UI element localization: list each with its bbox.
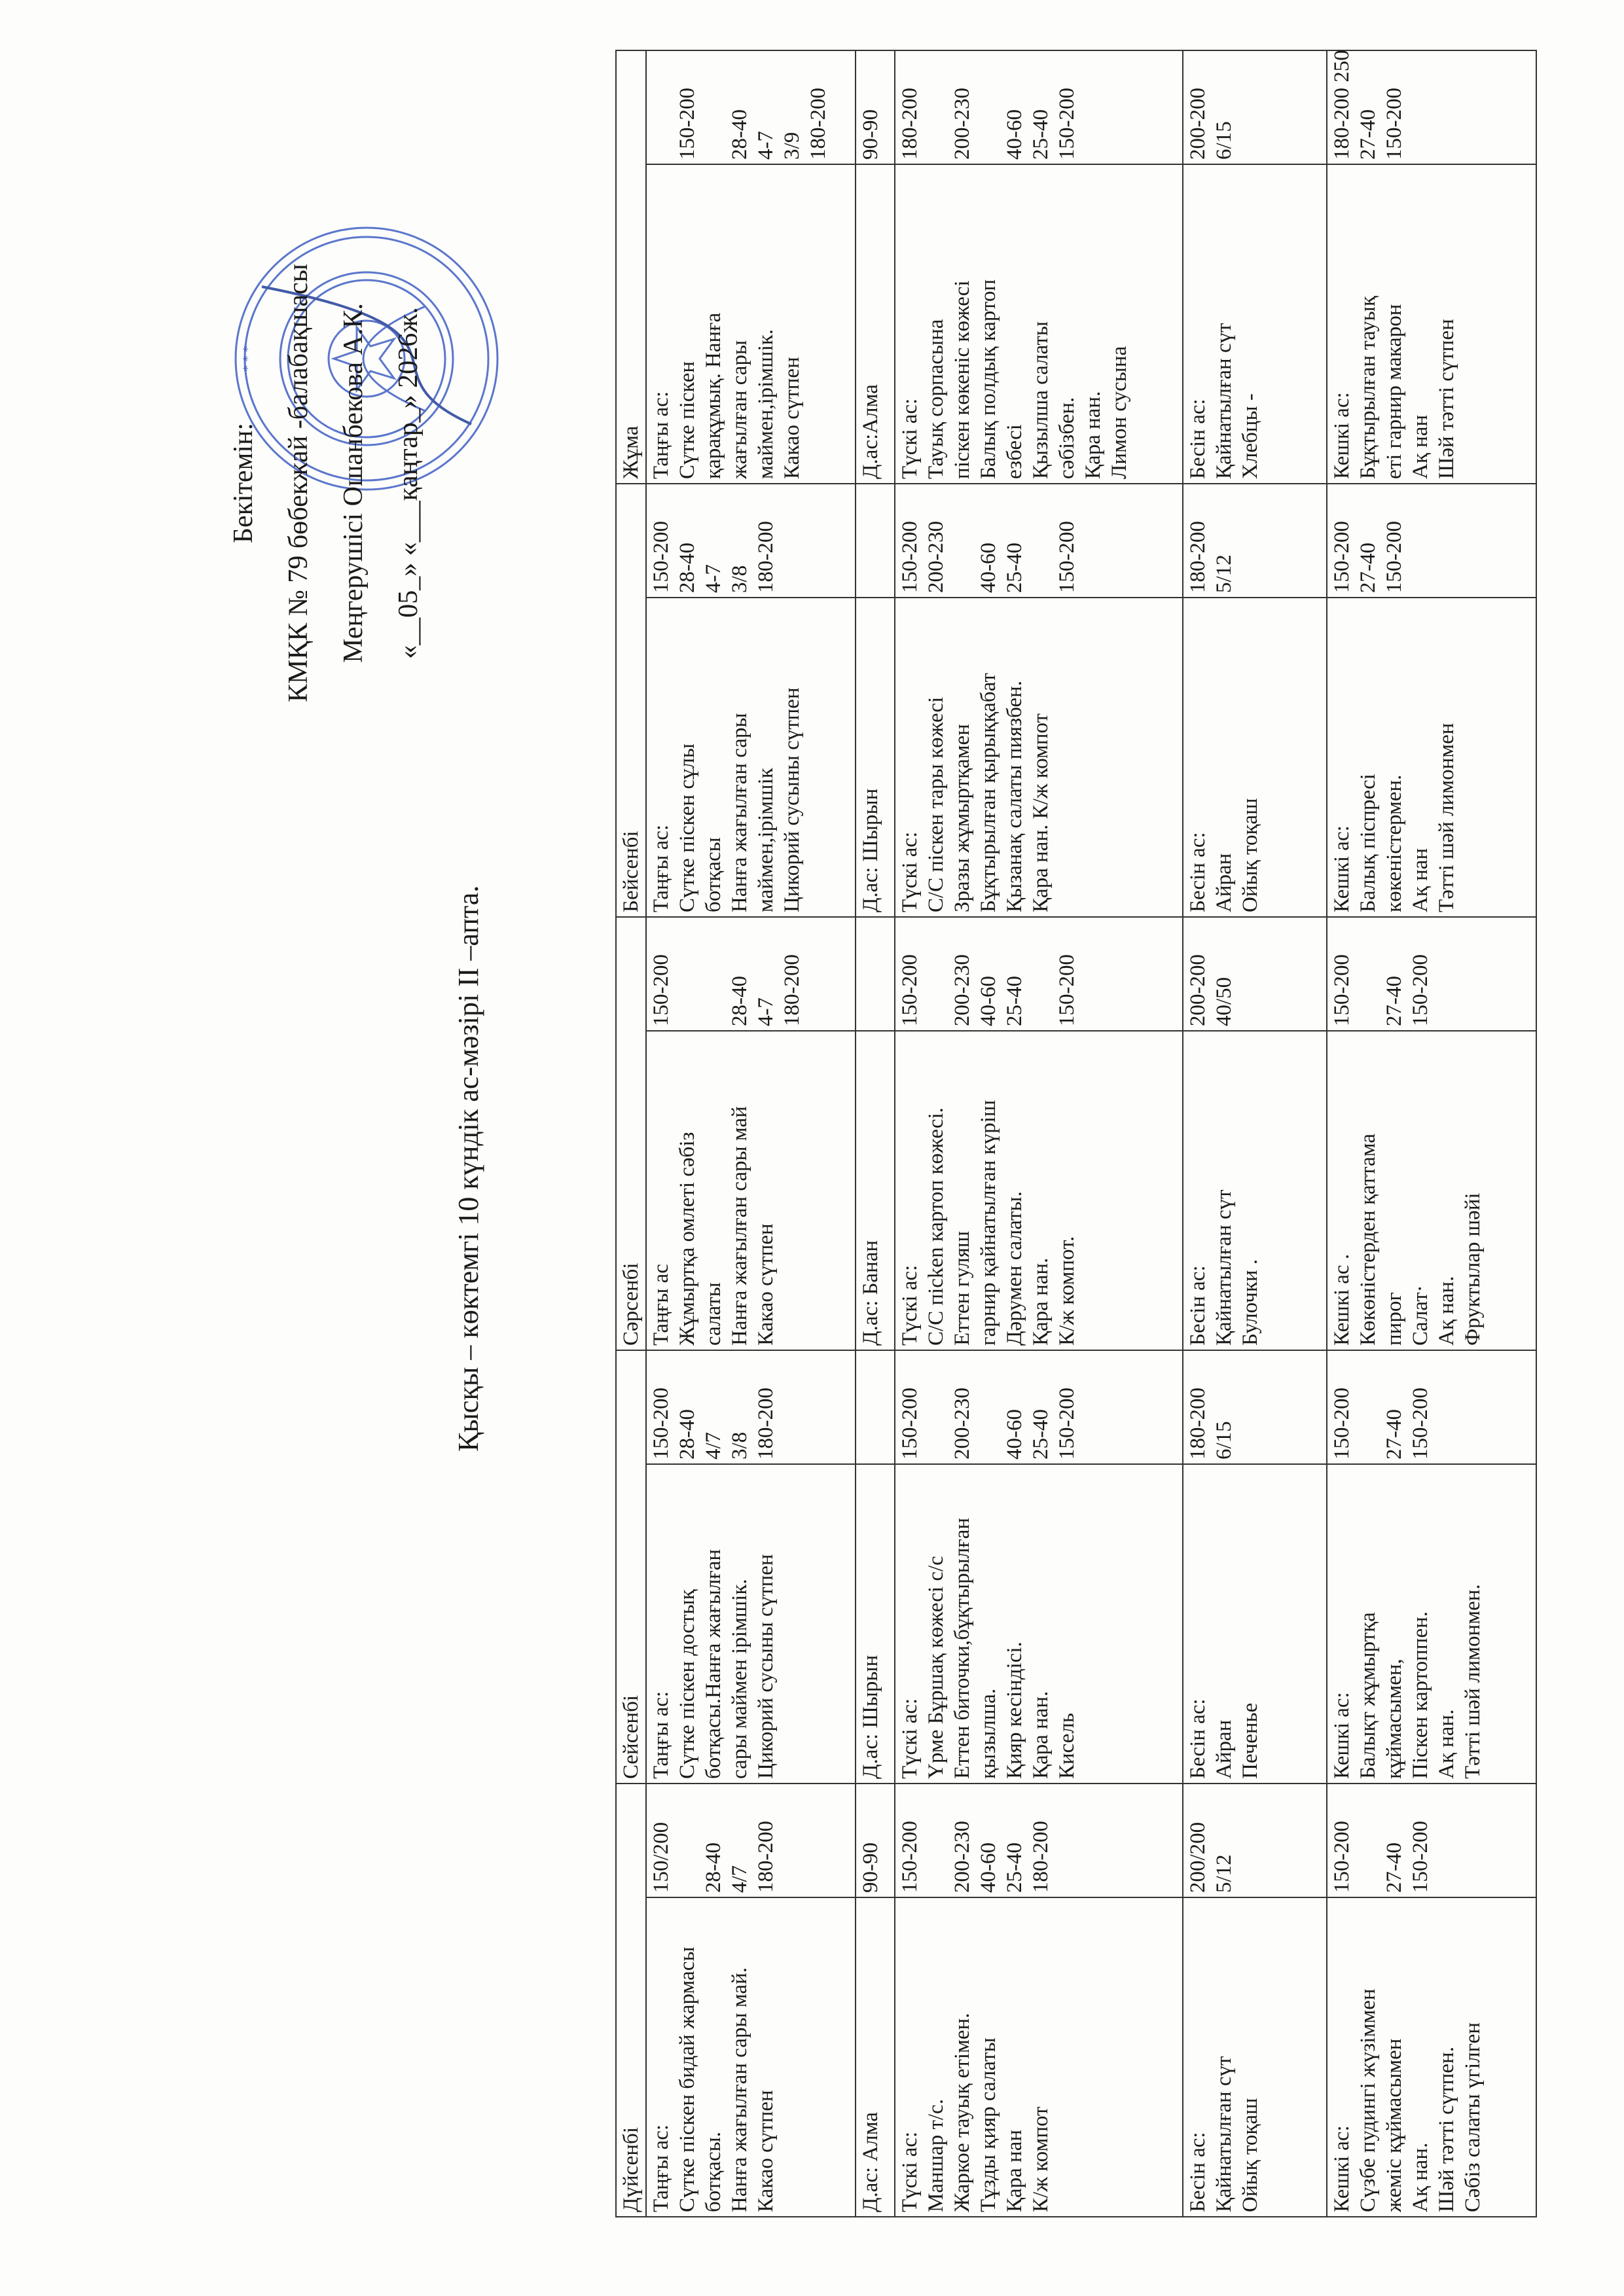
dish-line: Бесін ас: — [1186, 1265, 1210, 1346]
dish-cell — [1327, 1897, 1536, 2217]
approval-head: Меңгерушісі Ошанбекова А.К. — [338, 303, 369, 663]
portion-value — [700, 922, 727, 1026]
dish-line: Таңғы ас: — [649, 391, 673, 479]
portion-value: 40-60 — [977, 542, 1000, 593]
portion-value: 200-230 — [950, 1821, 974, 1893]
dish-line: Бесін ас: — [1186, 1698, 1210, 1779]
dish-line: Д.ас:Алма — [859, 384, 882, 479]
portion-value: 40/50 — [1212, 977, 1236, 1026]
portion-cell — [856, 1350, 895, 1464]
day-header: Сейсенбі — [616, 1350, 646, 1784]
dish-cell — [646, 1031, 856, 1350]
dish-line: қарақұмық. Нанға — [702, 312, 725, 479]
portion-value: 200-230 — [950, 954, 974, 1026]
portion-value: 150-200 — [649, 520, 673, 593]
dish-line: Сүтке піскен — [676, 361, 699, 479]
portion-value — [923, 1788, 949, 1893]
dish-line: Нанға жағылған сары — [728, 713, 751, 912]
dish-cell — [856, 164, 895, 484]
portion-value — [1355, 1355, 1381, 1460]
portion-value: 150-200 — [898, 1821, 922, 1893]
portion-value: 28-40 — [728, 975, 751, 1026]
dish-line: Кешкі ас . — [1330, 1253, 1354, 1346]
portion-cell — [646, 1784, 856, 1897]
portion-value: 150-200 — [1055, 954, 1079, 1026]
dish-line: көкеністермен. — [1382, 774, 1406, 912]
portion-value — [674, 922, 700, 1026]
portion-cell — [1327, 917, 1536, 1031]
dish-line: Балық пoлдық картоп — [977, 279, 1000, 479]
dish-cell — [1327, 164, 1536, 484]
dish-line: Тәтті шәй лимонмен — [1435, 723, 1458, 912]
meal-row — [1183, 50, 1327, 2217]
dish-line: Маншар т/с. — [924, 2099, 948, 2212]
portion-value: 28-40 — [676, 542, 699, 593]
portion-cell — [1183, 917, 1327, 1031]
approval-block — [216, 215, 436, 751]
portion-value: 6/15 — [1212, 121, 1236, 160]
dish-line: К/ж компот. — [1055, 1236, 1079, 1346]
portion-value: 150-200 — [649, 1388, 673, 1460]
dish-line: Фруктылар шәйі — [1461, 1193, 1485, 1346]
dish-line: Кешкі ас: — [1330, 392, 1354, 479]
portion-value — [857, 922, 884, 1026]
dish-cell — [895, 164, 1183, 484]
portion-value: 27-40 — [1382, 1409, 1406, 1460]
dish-line: Түскі ас: — [898, 1265, 922, 1346]
dish-line: маймен,ірімшік. — [754, 329, 778, 479]
portion-value: 180-200 — [898, 87, 922, 160]
portion-value: 40-60 — [1003, 109, 1026, 160]
portion-value: 5/12 — [1212, 554, 1236, 593]
portion-value: 180-200 — [1186, 1388, 1210, 1460]
dish-line: жеміс құймасымен — [1382, 2038, 1406, 2212]
dish-line: Жаркое тауық етімен. — [950, 2013, 974, 2212]
dish-line: Какао сүтпен — [754, 1223, 778, 1346]
portion-cell — [1327, 484, 1536, 598]
portion-value: 6/15 — [1212, 1421, 1236, 1460]
portion-value: 200-230 — [950, 1388, 974, 1460]
dish-line: маймен,ірімшік — [754, 768, 778, 912]
dish-line: Қара нан. — [1029, 1691, 1053, 1779]
dish-line: Цикорий сусыны сүтпен — [780, 687, 804, 912]
portion-cell — [895, 484, 1183, 598]
dish-line: құймасымен, — [1382, 1659, 1406, 1779]
dish-line: Ақ нан. — [1435, 1276, 1458, 1346]
portion-cell — [856, 1784, 895, 1897]
portion-cell — [1327, 1784, 1536, 1897]
portion-value: 40-60 — [977, 1842, 1000, 1893]
portion-value: 3/8 — [728, 1431, 751, 1460]
dish-line: Сүзбе пудингі жүзіммен — [1356, 1988, 1380, 2212]
portion-value: 150-200 — [1382, 87, 1406, 160]
portion-cell — [646, 484, 856, 598]
dish-line: Нанға жағылған сары май — [728, 1106, 751, 1346]
dish-line: Нанға жағылған сары май. — [728, 1967, 751, 2212]
dish-line: Қайнатылған сүт — [1212, 323, 1236, 479]
portion-value: 200-200 — [1186, 87, 1210, 160]
portion-cell — [895, 50, 1183, 164]
dish-line: К/ж компот — [1029, 2106, 1053, 2212]
portion-value: 4/7 — [728, 1865, 751, 1893]
portion-cell — [895, 1784, 1183, 1897]
portion-value: 150-200 — [1330, 520, 1354, 593]
portion-value: 180-200 — [754, 520, 778, 593]
dish-line: Какао сүтпен — [754, 2090, 778, 2212]
dish-cell — [895, 1897, 1183, 2217]
approval-org: КМҚК № 79 бөбекжай -балабақшасы — [283, 263, 314, 703]
dish-line: ботқасы. — [702, 2131, 725, 2212]
portion-cell — [1183, 50, 1327, 164]
dish-line: Таңғы ас: — [649, 1691, 673, 1779]
dish-line: Ойық тоқаш — [1238, 2098, 1262, 2212]
portion-cell — [856, 50, 895, 164]
portion-value: 150-200 — [1330, 1388, 1354, 1460]
dish-line: ботқасы.Нанға жағылған — [702, 1549, 725, 1779]
dish-line: С/С піскен тары көжесі — [924, 696, 948, 912]
dish-line: езбесі — [1003, 424, 1026, 479]
portion-value: 25-40 — [1003, 1842, 1026, 1893]
dish-line: пирог — [1382, 1292, 1406, 1346]
portion-value — [923, 922, 949, 1026]
portion-value: 28-40 — [702, 1842, 725, 1893]
portion-value: 180-200 — [780, 954, 804, 1026]
dish-line: Какао сүтпен — [780, 357, 804, 479]
dish-line: Булочки . — [1238, 1259, 1262, 1346]
dish-line: Тұзды қияр салаты — [977, 2037, 1000, 2212]
dish-line: Салат· — [1409, 1285, 1432, 1346]
portion-value: 40-60 — [977, 975, 1000, 1026]
dish-line: Жұмыртқа омлеті сәбіз — [676, 1132, 699, 1346]
day-header: Сәрсенбі — [616, 917, 646, 1350]
dish-line: Қызылша салаты — [1029, 321, 1053, 479]
dish-line: Түскі ас: — [898, 2131, 922, 2212]
dish-line: жағылған сары — [728, 340, 751, 479]
dish-line: Дәрумен салаты. — [1003, 1191, 1026, 1346]
dish-line: Хлебцы - — [1238, 393, 1262, 479]
portion-value: 25-40 — [1029, 1409, 1053, 1460]
dish-line: Қара нан. К/ж компот — [1029, 713, 1053, 912]
portion-value — [674, 1788, 700, 1893]
dish-line: Үрме Бұршақ көжесі с/с — [924, 1556, 948, 1779]
dish-cell — [1183, 1464, 1327, 1784]
approval-date: «__05_» «___қаңтар_» 2026ж. — [393, 307, 424, 659]
portion-value — [923, 1355, 949, 1460]
dish-line: Кисель — [1055, 1713, 1079, 1779]
portion-value — [700, 55, 727, 160]
dish-line: С/С пісken картоп көжесі. — [924, 1107, 948, 1346]
portion-value: 28-40 — [728, 109, 751, 160]
portion-value: 25-40 — [1029, 109, 1053, 160]
meal-row — [895, 50, 1183, 2217]
day-header: Жұма — [616, 50, 646, 484]
portion-value: 150-200 — [1409, 1388, 1432, 1460]
dish-cell — [1327, 1464, 1536, 1784]
dish-line: Айран — [1212, 853, 1236, 912]
dish-line: қызылша. — [977, 1688, 1000, 1779]
portion-value: 150-200 — [1409, 1821, 1432, 1893]
portion-cell — [1183, 1784, 1327, 1897]
meal-row — [646, 50, 856, 2217]
dish-line: Ақ нан — [1409, 848, 1432, 912]
header-row — [616, 50, 646, 2217]
portion-value: 5/12 — [1212, 1854, 1236, 1893]
portion-value: 150-200 — [676, 87, 699, 160]
portion-cell — [1183, 484, 1327, 598]
portion-value: 150-200 — [1330, 1821, 1354, 1893]
dish-line: Кешкі ас: — [1330, 1692, 1354, 1779]
dish-line: Д.ас: Алма — [859, 2111, 882, 2212]
portion-value: 27-40 — [1356, 109, 1380, 160]
dish-line: Бұқтырылған тауық — [1356, 296, 1380, 479]
dish-cell — [1327, 598, 1536, 917]
portion-value: 150-200 — [1382, 520, 1406, 593]
portion-value: 4-7 — [754, 997, 778, 1026]
approval-label: Бекітемін: — [228, 422, 259, 544]
dish-line: Қияр кесіндісі. — [1003, 1641, 1026, 1779]
dish-line: Қызанақ салаты пиязбен. — [1003, 680, 1026, 912]
dish-line: Зразы жұмыртқамен — [950, 724, 974, 912]
portion-value: 150-200 — [898, 954, 922, 1026]
dish-line: Ақ нан — [1409, 414, 1432, 479]
portion-value: 27-40 — [1382, 1842, 1406, 1893]
portion-value: 180-200 250 — [1330, 50, 1354, 160]
portion-value: 27-40 — [1382, 975, 1406, 1026]
portion-value — [857, 1355, 884, 1460]
svg-text:* * *: * * * — [241, 346, 255, 372]
portion-cell — [646, 917, 856, 1031]
dish-cell — [856, 1031, 895, 1350]
portion-value: 180-200 — [806, 87, 830, 160]
portion-cell — [1183, 1350, 1327, 1464]
portion-value: 180-200 — [754, 1388, 778, 1460]
dish-line: Айран — [1212, 1719, 1236, 1779]
portion-value: 90-90 — [859, 1842, 882, 1893]
dish-line: Бесін ас: — [1186, 832, 1210, 912]
dish-line: Кешкі ас: — [1330, 825, 1354, 912]
dish-line: Сүтке піскен достық — [676, 1589, 699, 1779]
portion-value: 200-200 — [1186, 954, 1210, 1026]
portion-value: 150-200 — [898, 520, 922, 593]
dish-line: Көкөністерден қаттама — [1356, 1133, 1380, 1346]
dish-cell — [856, 598, 895, 917]
page-title: Қысқы – көктемгі 10 күндік ас-мәзірі II –апта. — [452, 885, 484, 1452]
dish-line: Түскі ас: — [898, 831, 922, 912]
dish-line: салаты — [702, 1282, 725, 1346]
dish-line: Таңғы ас: — [649, 824, 673, 912]
dish-cell — [646, 1897, 856, 2217]
dish-cell — [1183, 598, 1327, 917]
dish-line: Тауық сорпасына — [924, 319, 948, 479]
portion-value — [857, 488, 884, 593]
dish-cell — [856, 1897, 895, 2217]
portion-cell — [895, 917, 1183, 1031]
dish-line: Лимон сусына — [1108, 346, 1131, 479]
portion-cell — [1327, 50, 1536, 164]
portion-value: 150-200 — [1055, 87, 1079, 160]
dish-line: Балық піспресі — [1356, 774, 1380, 912]
portion-cell — [646, 1350, 856, 1464]
dish-line: Таңғы ас: — [649, 2124, 673, 2212]
portion-value: 180-200 — [754, 1821, 778, 1893]
portion-value: 90-90 — [859, 109, 882, 160]
portion-value: 180-200 — [1029, 1821, 1053, 1893]
dish-line: Сәбіз салаты үгілген — [1461, 2022, 1485, 2212]
portion-value — [1355, 922, 1381, 1026]
dish-line: Тәтті шәй лимонмен. — [1461, 1584, 1485, 1779]
dish-line: ботқасы — [702, 837, 725, 912]
dish-line: Цикорий сусыны сүтпен — [754, 1554, 778, 1779]
portion-value: 150/200 — [649, 1821, 673, 1893]
portion-value: 180-200 — [1186, 520, 1210, 593]
portion-value: 27-40 — [1356, 542, 1380, 593]
portion-value: 200-230 — [924, 520, 948, 593]
menu-table — [615, 50, 1537, 2217]
dish-line: Піскен картоппен. — [1409, 1611, 1432, 1779]
dish-line: Ақ нан. — [1435, 1709, 1458, 1779]
dish-line: Сүтке піскен бидай жармасы — [676, 1946, 699, 2212]
dish-cell — [646, 598, 856, 917]
dish-line: піскен көкеніс көжесі — [950, 280, 974, 479]
dish-cell — [646, 1464, 856, 1784]
portion-value: 150-200 — [1330, 954, 1354, 1026]
dish-line: Таңғы ас — [649, 1264, 673, 1346]
portion-value — [1355, 1788, 1381, 1893]
dish-line: сәбізбен. — [1055, 397, 1079, 479]
portion-value — [975, 55, 1001, 160]
portion-value: 25-40 — [1003, 975, 1026, 1026]
portion-value: 4-7 — [754, 130, 778, 160]
dish-cell — [1327, 1031, 1536, 1350]
meal-row — [1327, 50, 1536, 2217]
dish-line: сары маймен ірімшік. — [728, 1579, 751, 1779]
dish-line: Шәй тәтті сүтпен. — [1435, 2047, 1458, 2212]
dish-line: Бұқтырылған қырыққабат — [977, 673, 1000, 912]
portion-value: 150-200 — [1055, 520, 1079, 593]
day-header: Дүйсенбі — [616, 1784, 646, 2217]
dish-line: Еттен гуляш — [950, 1230, 974, 1346]
dish-line: Печенье — [1238, 1702, 1262, 1779]
portion-value: 25-40 — [1003, 542, 1026, 593]
dish-line: Қайнатылған сүт — [1212, 1189, 1236, 1346]
portion-cell — [895, 1350, 1183, 1464]
dish-line: Д.ас: Шырын — [859, 1655, 882, 1779]
portion-value — [923, 55, 949, 160]
dish-line: Түскі ас: — [898, 1698, 922, 1779]
portion-value — [648, 55, 674, 160]
dish-cell — [895, 1031, 1183, 1350]
portion-value: 200-230 — [950, 87, 974, 160]
dish-line: Түскі ас: — [898, 398, 922, 479]
portion-cell — [646, 50, 856, 164]
dish-line: Ақ нан. — [1409, 2142, 1432, 2212]
dish-cell — [646, 164, 856, 484]
dish-line: Қара нан — [1003, 2129, 1026, 2212]
dish-line: Д.ас: Шырын — [859, 788, 882, 912]
dish-line: Д.ас: Банан — [859, 1240, 882, 1346]
dish-line: Ойық тоқаш — [1238, 798, 1262, 912]
portion-value — [1028, 488, 1054, 593]
dish-cell — [895, 598, 1183, 917]
dish-line: гарнир қайнатылған күріш — [977, 1100, 1000, 1346]
portion-cell — [856, 917, 895, 1031]
dish-line: Қара нан. — [1029, 1257, 1053, 1346]
dish-line: Қара нан. — [1081, 391, 1105, 479]
portion-cell — [856, 484, 895, 598]
portion-value: 150-200 — [898, 1388, 922, 1460]
portion-cell — [1327, 1350, 1536, 1464]
dish-cell — [1183, 1897, 1327, 2217]
portion-value: 150-200 — [649, 954, 673, 1026]
portion-value — [949, 488, 975, 593]
meal-row — [856, 50, 895, 2217]
portion-value: 150-200 — [1055, 1388, 1079, 1460]
portion-value: 4/7 — [702, 1431, 725, 1460]
portion-value: 200/200 — [1186, 1821, 1210, 1893]
dish-line: Бесін ас: — [1186, 2132, 1210, 2212]
dish-line: Сүтке піскен сұлы — [676, 743, 699, 912]
portion-value — [975, 1355, 1001, 1460]
dish-cell — [1183, 1031, 1327, 1350]
portion-value: 3/9 — [780, 132, 804, 160]
dish-line: Балықт жұмыртқа — [1356, 1612, 1380, 1779]
portion-value: 3/8 — [728, 565, 751, 593]
portion-value — [1028, 922, 1054, 1026]
dish-line: Шәй тәтті сүтпен — [1435, 319, 1458, 479]
portion-value: 150-200 — [1409, 954, 1432, 1026]
dish-line: Еттен биточки,бұқтырылған — [950, 1517, 974, 1779]
portion-value: 40-60 — [1003, 1409, 1026, 1460]
dish-line: Кешкі ас: — [1330, 2125, 1354, 2212]
dish-cell — [895, 1464, 1183, 1784]
dish-cell — [1183, 164, 1327, 484]
portion-value: 4-7 — [702, 564, 725, 593]
dish-line: Қайнатылған сүт — [1212, 2056, 1236, 2212]
day-header: Бейсенбі — [616, 484, 646, 917]
dish-cell — [856, 1464, 895, 1784]
dish-line: еті гарнир макарон — [1382, 304, 1406, 479]
portion-value: 28-40 — [676, 1409, 699, 1460]
dish-line: Бесін ас: — [1186, 399, 1210, 479]
